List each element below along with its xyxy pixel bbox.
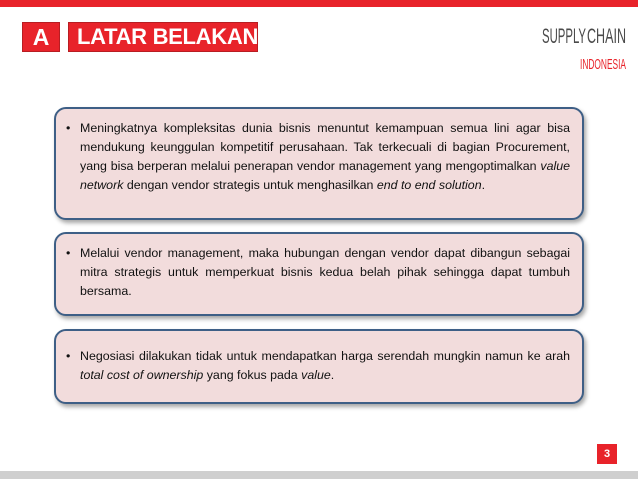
page-number-badge: 3 xyxy=(597,444,617,464)
page-title: LATAR BELAKANG xyxy=(68,22,258,52)
info-card-2 xyxy=(54,232,584,316)
logo-supply-text: SUPPLY xyxy=(542,25,586,48)
info-card-1 xyxy=(54,107,584,220)
bullet-marker: • xyxy=(66,246,71,260)
top-accent-bar xyxy=(0,0,638,7)
card-3-text: Negosiasi dilakukan tidak untuk mendapatkan harga serendah mungkin namun ke arah total cost of ownership yang fokus pada value. xyxy=(80,349,570,382)
info-card-3 xyxy=(54,329,584,404)
bottom-footer-bar xyxy=(0,471,638,479)
card-1-text: Meningkatnya kompleksitas dunia bisnis menuntut kemampuan semua lini agar bisa mendukung keunggulan kompetitif perusahaan. Tak terkecuali di bagian Procurement, yang bisa berperan melalui penerapan vendor management yang mengoptimalkan value network dengan vendor strategis untuk menghasilkan end to end solution. xyxy=(80,121,570,192)
supply-chain-indonesia-logo xyxy=(540,18,628,74)
logo-indonesia-text: INDONESIA xyxy=(580,56,626,73)
section-letter-badge: A xyxy=(22,22,60,52)
card-2-text: Melalui vendor management, maka hubungan dengan vendor dapat dibangun sebagai mitra strategis untuk memperkuat bisnis kedua belah pihak sehingga dapat tumbuh bersama. xyxy=(80,246,570,298)
bullet-marker: • xyxy=(66,121,71,135)
logo-chain-text: CHAIN xyxy=(587,25,626,48)
bullet-marker: • xyxy=(66,349,71,363)
